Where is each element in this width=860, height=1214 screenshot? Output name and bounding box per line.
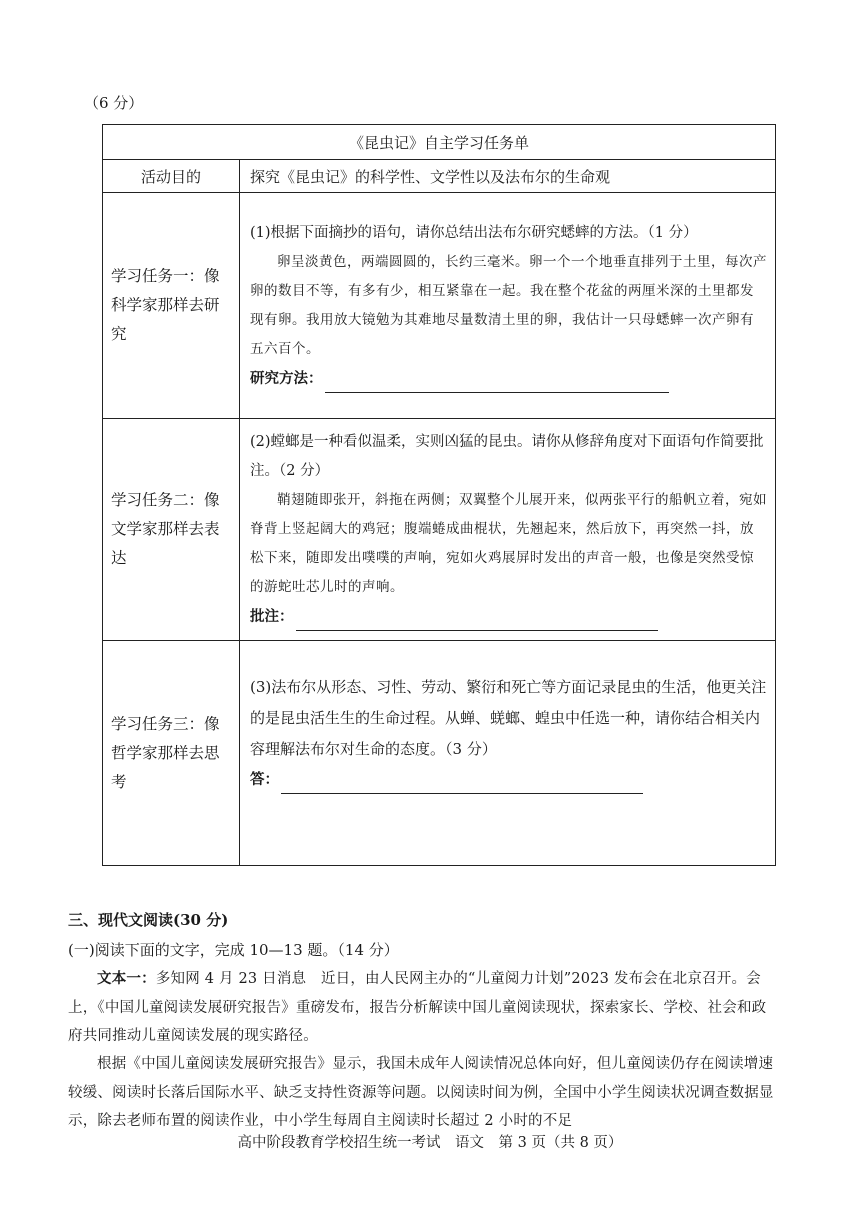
section-heading: 三、现代文阅读(30 分) — [68, 911, 229, 929]
text1-paragraph — [68, 965, 780, 1051]
text1-body: 多知网 4 月 23 日消息 近日，由人民网主办的“儿童阅力计划”2023 发布会在北京召开。会上，《中国儿童阅读发展研究报告》重磅发布，报告分析解读中国儿童阅读现状，探索家长、学校、社会和政府共同推动儿童阅读发展的现实路径。 — [68, 971, 767, 1044]
task1-answer[interactable] — [250, 364, 767, 393]
task2-answer-label: 批注： — [250, 608, 294, 625]
task2-question: (2)螳螂是一种看似温柔，实则凶猛的昆虫。请你从修辞角度对下面语句作简要批注。（2 分） — [250, 434, 764, 479]
task3-answer-line[interactable] — [281, 773, 643, 794]
text1-paragraph-2: 根据《中国儿童阅读发展研究报告》显示，我国未成年人阅读情况总体向好，但儿童阅读仍存在阅读增速较缓、阅读时长落后国际水平、缺乏支持性资源等问题。以阅读时间为例，全国中小学生阅读状况调查数据显示，除去老师布置的阅读作业，中小学生每周自主阅读时长超过 2 小时的不足 — [68, 1056, 774, 1129]
task1-body — [240, 193, 776, 419]
task2-label: 学习任务二：像文学家那样去表达 — [103, 419, 240, 641]
task2-answer-line[interactable] — [296, 610, 658, 631]
text1-label: 文本一： — [97, 970, 156, 987]
task3-label: 学习任务三：像哲学家那样去思考 — [103, 641, 240, 866]
task3-body — [240, 641, 776, 866]
task2-answer[interactable] — [250, 602, 767, 631]
page-footer: 高中阶段教育学校招生统一考试 语文 第 3 页（共 8 页） — [237, 1135, 623, 1151]
task1-label: 学习任务一：像科学家那样去研究 — [103, 193, 240, 419]
section-subheading: (一)阅读下面的文字，完成 10—13 题。（14 分） — [68, 941, 399, 959]
task1-question: (1)根据下面摘抄的语句，请你总结出法布尔研究蟋蟀的方法。（1 分） — [250, 224, 698, 241]
task3-question: (3)法布尔从形态、习性、劳动、繁衍和死亡等方面记录昆虫的生活，他更关注的是昆虫活生生的生命过程。从蝉、蜣螂、蝗虫中任选一种，请你结合相关内容理解法布尔对生命的态度。（3 分） — [250, 678, 767, 758]
task1-passage: 卵呈淡黄色，两端圆圆的，长约三毫米。卵一个一个地垂直排列于土里，每次产卵的数目不等，有多有少，相互紧靠在一起。我在整个花盆的两厘米深的土里都发现有卵。我用放大镜勉为其难地尽量数清土里的卵，我估计一只母蟋蟀一次产卵有五六百个。 — [250, 253, 767, 357]
task2-body — [240, 419, 776, 641]
purpose-label: 活动目的 — [103, 160, 240, 193]
purpose-text: 探究《昆虫记》的科学性、文学性以及法布尔的生命观 — [240, 160, 776, 193]
task1-answer-label: 研究方法： — [250, 369, 323, 387]
score-note: （6 分） — [84, 94, 144, 112]
task3-answer[interactable] — [250, 765, 767, 794]
task2-passage: 鞘翅随即张开，斜拖在两侧；双翼整个儿展开来，似两张平行的船帆立着，宛如脊背上竖起阔大的鸡冠；腹端蜷成曲棍状，先翘起来，然后放下，再突然一抖，放松下来，随即发出噗噗的声响，宛如火鸡展屏时发出的声音一般，也像是突然受惊的游蛇吐芯儿时的声响。 — [250, 492, 767, 595]
task-table — [102, 124, 776, 866]
table-title: 《昆虫记》自主学习任务单 — [103, 125, 776, 160]
task1-answer-line[interactable] — [325, 372, 669, 393]
task3-answer-label: 答： — [250, 771, 279, 788]
